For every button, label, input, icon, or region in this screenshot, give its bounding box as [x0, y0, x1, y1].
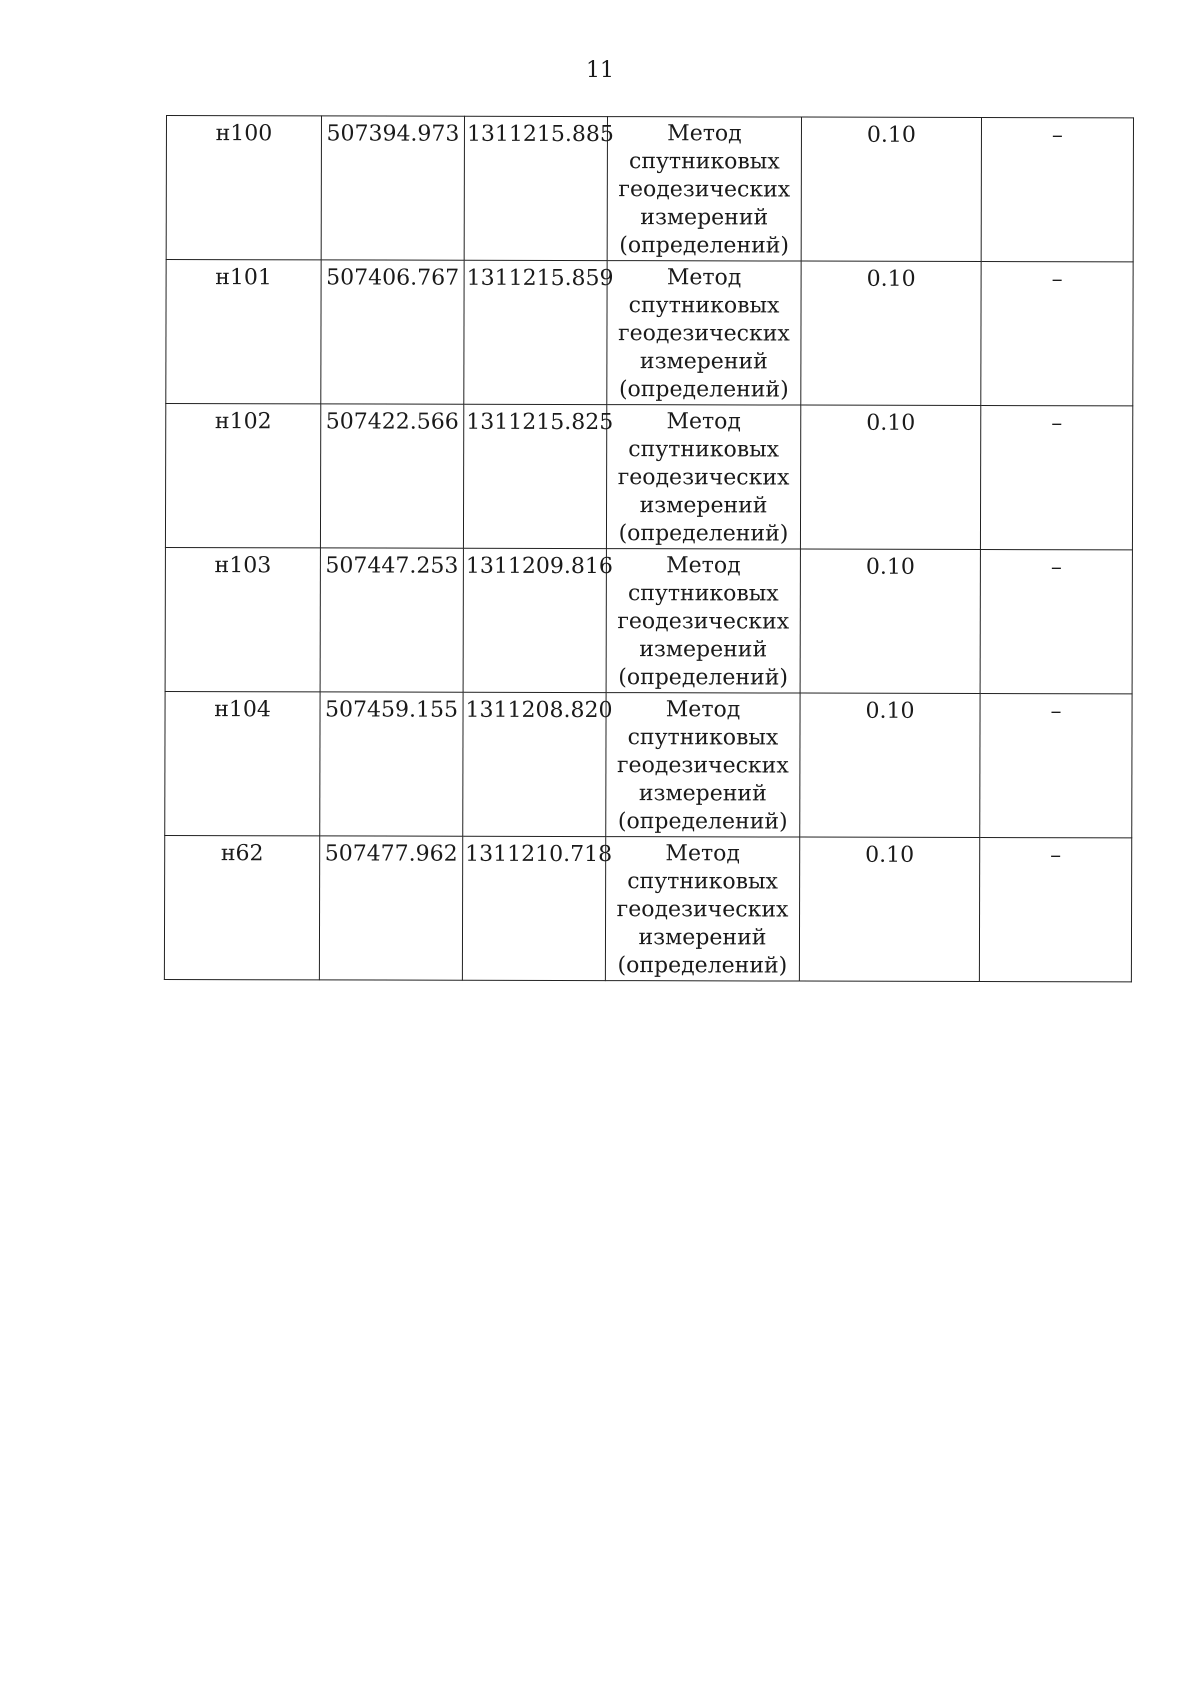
- method-cell: [606, 549, 800, 693]
- y-coordinate-cell: 1311210.718: [462, 836, 605, 980]
- y-coordinate-cell: 1311215.885: [464, 116, 607, 260]
- x-coordinate-cell: 507394.973: [321, 116, 464, 260]
- x-coordinate-cell: 507447.253: [320, 548, 463, 692]
- method-line: Метод: [666, 553, 741, 579]
- method-line: спутниковых: [628, 437, 780, 463]
- method-cell: [606, 405, 800, 549]
- x-coordinate-cell: 507459.155: [320, 692, 463, 836]
- note-cell: –: [980, 693, 1132, 837]
- y-coordinate-cell: 1311209.816: [463, 548, 606, 692]
- method-line: (определений): [618, 521, 789, 547]
- method-line: измерений: [640, 205, 769, 231]
- method-line: Метод: [667, 121, 742, 147]
- note-cell: –: [979, 837, 1131, 981]
- method-line: (определений): [617, 809, 788, 835]
- method-line: геодезических: [618, 177, 791, 203]
- method-line: измерений: [639, 493, 768, 519]
- method-line: измерений: [639, 637, 768, 663]
- method-line: геодезических: [617, 609, 790, 635]
- method-line: геодезических: [617, 465, 790, 491]
- table-row: [166, 260, 1133, 406]
- method-line: спутниковых: [627, 869, 779, 895]
- point-name-cell: н103: [165, 547, 320, 691]
- method-line: спутниковых: [628, 149, 780, 175]
- table-row: [164, 835, 1131, 981]
- table-row: [165, 691, 1132, 837]
- method-cell: [606, 693, 800, 837]
- table-row: [165, 404, 1132, 550]
- method-line: (определений): [619, 233, 790, 259]
- method-line: Метод: [665, 697, 741, 723]
- point-name-cell: н102: [165, 404, 320, 548]
- accuracy-cell: 0.10: [800, 549, 980, 693]
- method-line: Метод: [665, 841, 740, 867]
- method-line: спутниковых: [627, 725, 779, 751]
- accuracy-cell: 0.10: [800, 405, 980, 549]
- method-line: Метод: [666, 409, 742, 435]
- page-number: 11: [586, 58, 614, 83]
- accuracy-cell: 0.10: [799, 837, 979, 981]
- accuracy-cell: 0.10: [801, 261, 981, 405]
- table-row: [165, 547, 1132, 693]
- coordinates-table: [164, 115, 1134, 982]
- method-line: спутниковых: [627, 581, 779, 607]
- note-cell: –: [980, 405, 1132, 549]
- note-cell: –: [981, 261, 1133, 405]
- note-cell: –: [981, 117, 1133, 261]
- point-name-cell: н101: [166, 260, 321, 404]
- method-cell: [605, 837, 799, 981]
- x-coordinate-cell: 507406.767: [321, 260, 464, 404]
- method-line: измерений: [639, 349, 768, 375]
- point-name-cell: н100: [166, 116, 321, 260]
- y-coordinate-cell: 1311215.825: [463, 404, 606, 548]
- accuracy-cell: 0.10: [800, 693, 980, 837]
- method-line: (определений): [618, 665, 789, 691]
- accuracy-cell: 0.10: [801, 117, 981, 261]
- method-line: геодезических: [617, 753, 789, 779]
- method-line: геодезических: [616, 897, 789, 923]
- method-cell: [607, 261, 801, 405]
- method-line: измерений: [638, 925, 767, 951]
- method-line: Метод: [666, 265, 742, 291]
- method-line: (определений): [617, 953, 788, 979]
- note-cell: –: [980, 549, 1132, 693]
- point-name-cell: н62: [164, 835, 319, 979]
- method-line: спутниковых: [628, 293, 780, 319]
- y-coordinate-cell: 1311208.820: [463, 692, 606, 836]
- y-coordinate-cell: 1311215.859: [464, 260, 607, 404]
- method-cell: [607, 117, 801, 261]
- x-coordinate-cell: 507477.962: [319, 836, 462, 980]
- method-line: (определений): [618, 377, 789, 403]
- point-name-cell: н104: [165, 691, 320, 835]
- table-row: [166, 116, 1133, 262]
- x-coordinate-cell: 507422.566: [320, 404, 463, 548]
- method-line: измерений: [638, 781, 767, 807]
- method-line: геодезических: [618, 321, 790, 347]
